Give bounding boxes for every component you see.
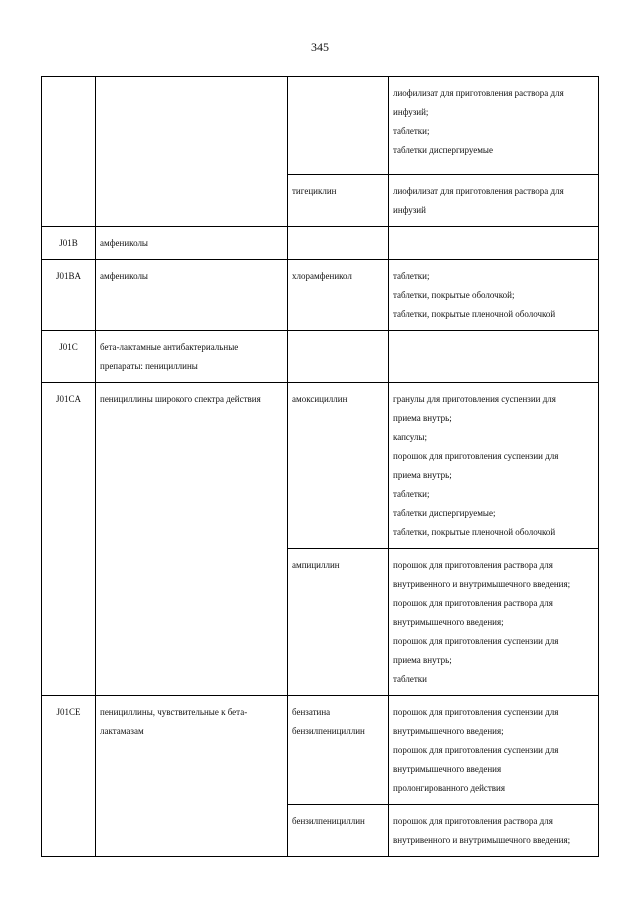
dosage-forms-cell [389, 227, 599, 260]
atc-code-cell: J01CE [42, 696, 96, 857]
dosage-form-line: приема внутрь; [393, 470, 452, 480]
group-name-cell [96, 696, 288, 857]
dosage-form-line: таблетки; [393, 489, 430, 499]
atc-code-cell: J01B [42, 227, 96, 260]
group-name-cell [96, 77, 288, 227]
dosage-form-line: порошок для приготовления суспензии для [393, 636, 559, 646]
drug-name-cell: тигециклин [288, 175, 389, 227]
drug-name-line: бензилпенициллин [292, 726, 365, 736]
dosage-form-line: лиофилизат для приготовления раствора для [393, 186, 564, 196]
page-number: 345 [311, 40, 329, 54]
dosage-form-line: порошок для приготовления суспензии для [393, 451, 559, 461]
drug-name-cell [288, 331, 389, 383]
drug-name-cell: бензилпенициллин [288, 805, 389, 857]
dosage-form-line: капсулы; [393, 432, 427, 442]
group-name-cell: пенициллины широкого спектра действия [96, 383, 288, 696]
dosage-form-line: инфузий [393, 205, 426, 215]
table-row [42, 77, 599, 175]
dosage-form-line: таблетки диспергируемые; [393, 508, 496, 518]
drug-classification-table [41, 76, 599, 857]
group-name-line: препараты: пенициллины [100, 361, 198, 371]
dosage-form-line: таблетки, покрытые оболочкой; [393, 290, 515, 300]
dosage-form-line: внутримышечного введения; [393, 726, 504, 736]
dosage-forms-cell [389, 175, 599, 227]
dosage-form-line: таблетки, покрытые пленочной оболочкой [393, 527, 556, 537]
dosage-form-line: приема внутрь; [393, 413, 452, 423]
dosage-forms-cell [389, 331, 599, 383]
dosage-form-line: внутримышечного введения; [393, 617, 504, 627]
group-name-line: пенициллины, чувствительные к бета- [100, 707, 248, 717]
dosage-forms-cell [389, 260, 599, 331]
dosage-form-line: внутримышечного введения [393, 764, 502, 774]
table-row [42, 331, 599, 383]
group-name-cell [96, 331, 288, 383]
group-name-line: лактамазам [100, 726, 144, 736]
dosage-forms-cell [389, 805, 599, 857]
dosage-form-line: лиофилизат для приготовления раствора для [393, 88, 564, 98]
atc-code-cell: J01BA [42, 260, 96, 331]
dosage-form-line: приема внутрь; [393, 655, 452, 665]
dosage-form-line: внутривенного и внутримышечного введения; [393, 835, 571, 845]
table-row [42, 227, 599, 260]
drug-name-cell [288, 227, 389, 260]
dosage-form-line: таблетки диспергируемые [393, 145, 493, 155]
dosage-form-line: таблетки, покрытые пленочной оболочкой [393, 309, 556, 319]
dosage-forms-cell [389, 77, 599, 175]
dosage-form-line: гранулы для приготовления суспензии для [393, 394, 556, 404]
dosage-form-line: таблетки; [393, 271, 430, 281]
table-row [42, 260, 599, 331]
atc-code-cell: J01C [42, 331, 96, 383]
atc-code-cell [42, 77, 96, 227]
dosage-forms-cell [389, 549, 599, 696]
dosage-form-line: внутривенного и внутримышечного введения; [393, 579, 571, 589]
table-row [42, 383, 599, 549]
dosage-form-line: порошок для приготовления раствора для [393, 560, 553, 570]
drug-name-cell: ампициллин [288, 549, 389, 696]
drug-name-cell: амоксициллин [288, 383, 389, 549]
dosage-form-line: таблетки; [393, 126, 430, 136]
dosage-form-line: инфузий; [393, 107, 429, 117]
dosage-form-line: порошок для приготовления раствора для [393, 816, 553, 826]
dosage-form-line: пролонгированного действия [393, 783, 506, 793]
drug-name-cell [288, 696, 389, 805]
drug-name-cell [288, 77, 389, 175]
dosage-form-line: порошок для приготовления суспензии для [393, 707, 559, 717]
dosage-form-line: порошок для приготовления суспензии для [393, 745, 559, 755]
group-name-cell: амфениколы [96, 260, 288, 331]
drug-name-cell: хлорамфеникол [288, 260, 389, 331]
drug-name-line: бензатина [292, 707, 331, 717]
table-row [42, 696, 599, 805]
dosage-forms-cell [389, 696, 599, 805]
group-name-line: бета-лактамные антибактериальные [100, 342, 239, 352]
group-name-cell: амфениколы [96, 227, 288, 260]
dosage-form-line: порошок для приготовления раствора для [393, 598, 553, 608]
atc-code-cell: J01CA [42, 383, 96, 696]
dosage-form-line: таблетки [393, 674, 428, 684]
dosage-forms-cell [389, 383, 599, 549]
